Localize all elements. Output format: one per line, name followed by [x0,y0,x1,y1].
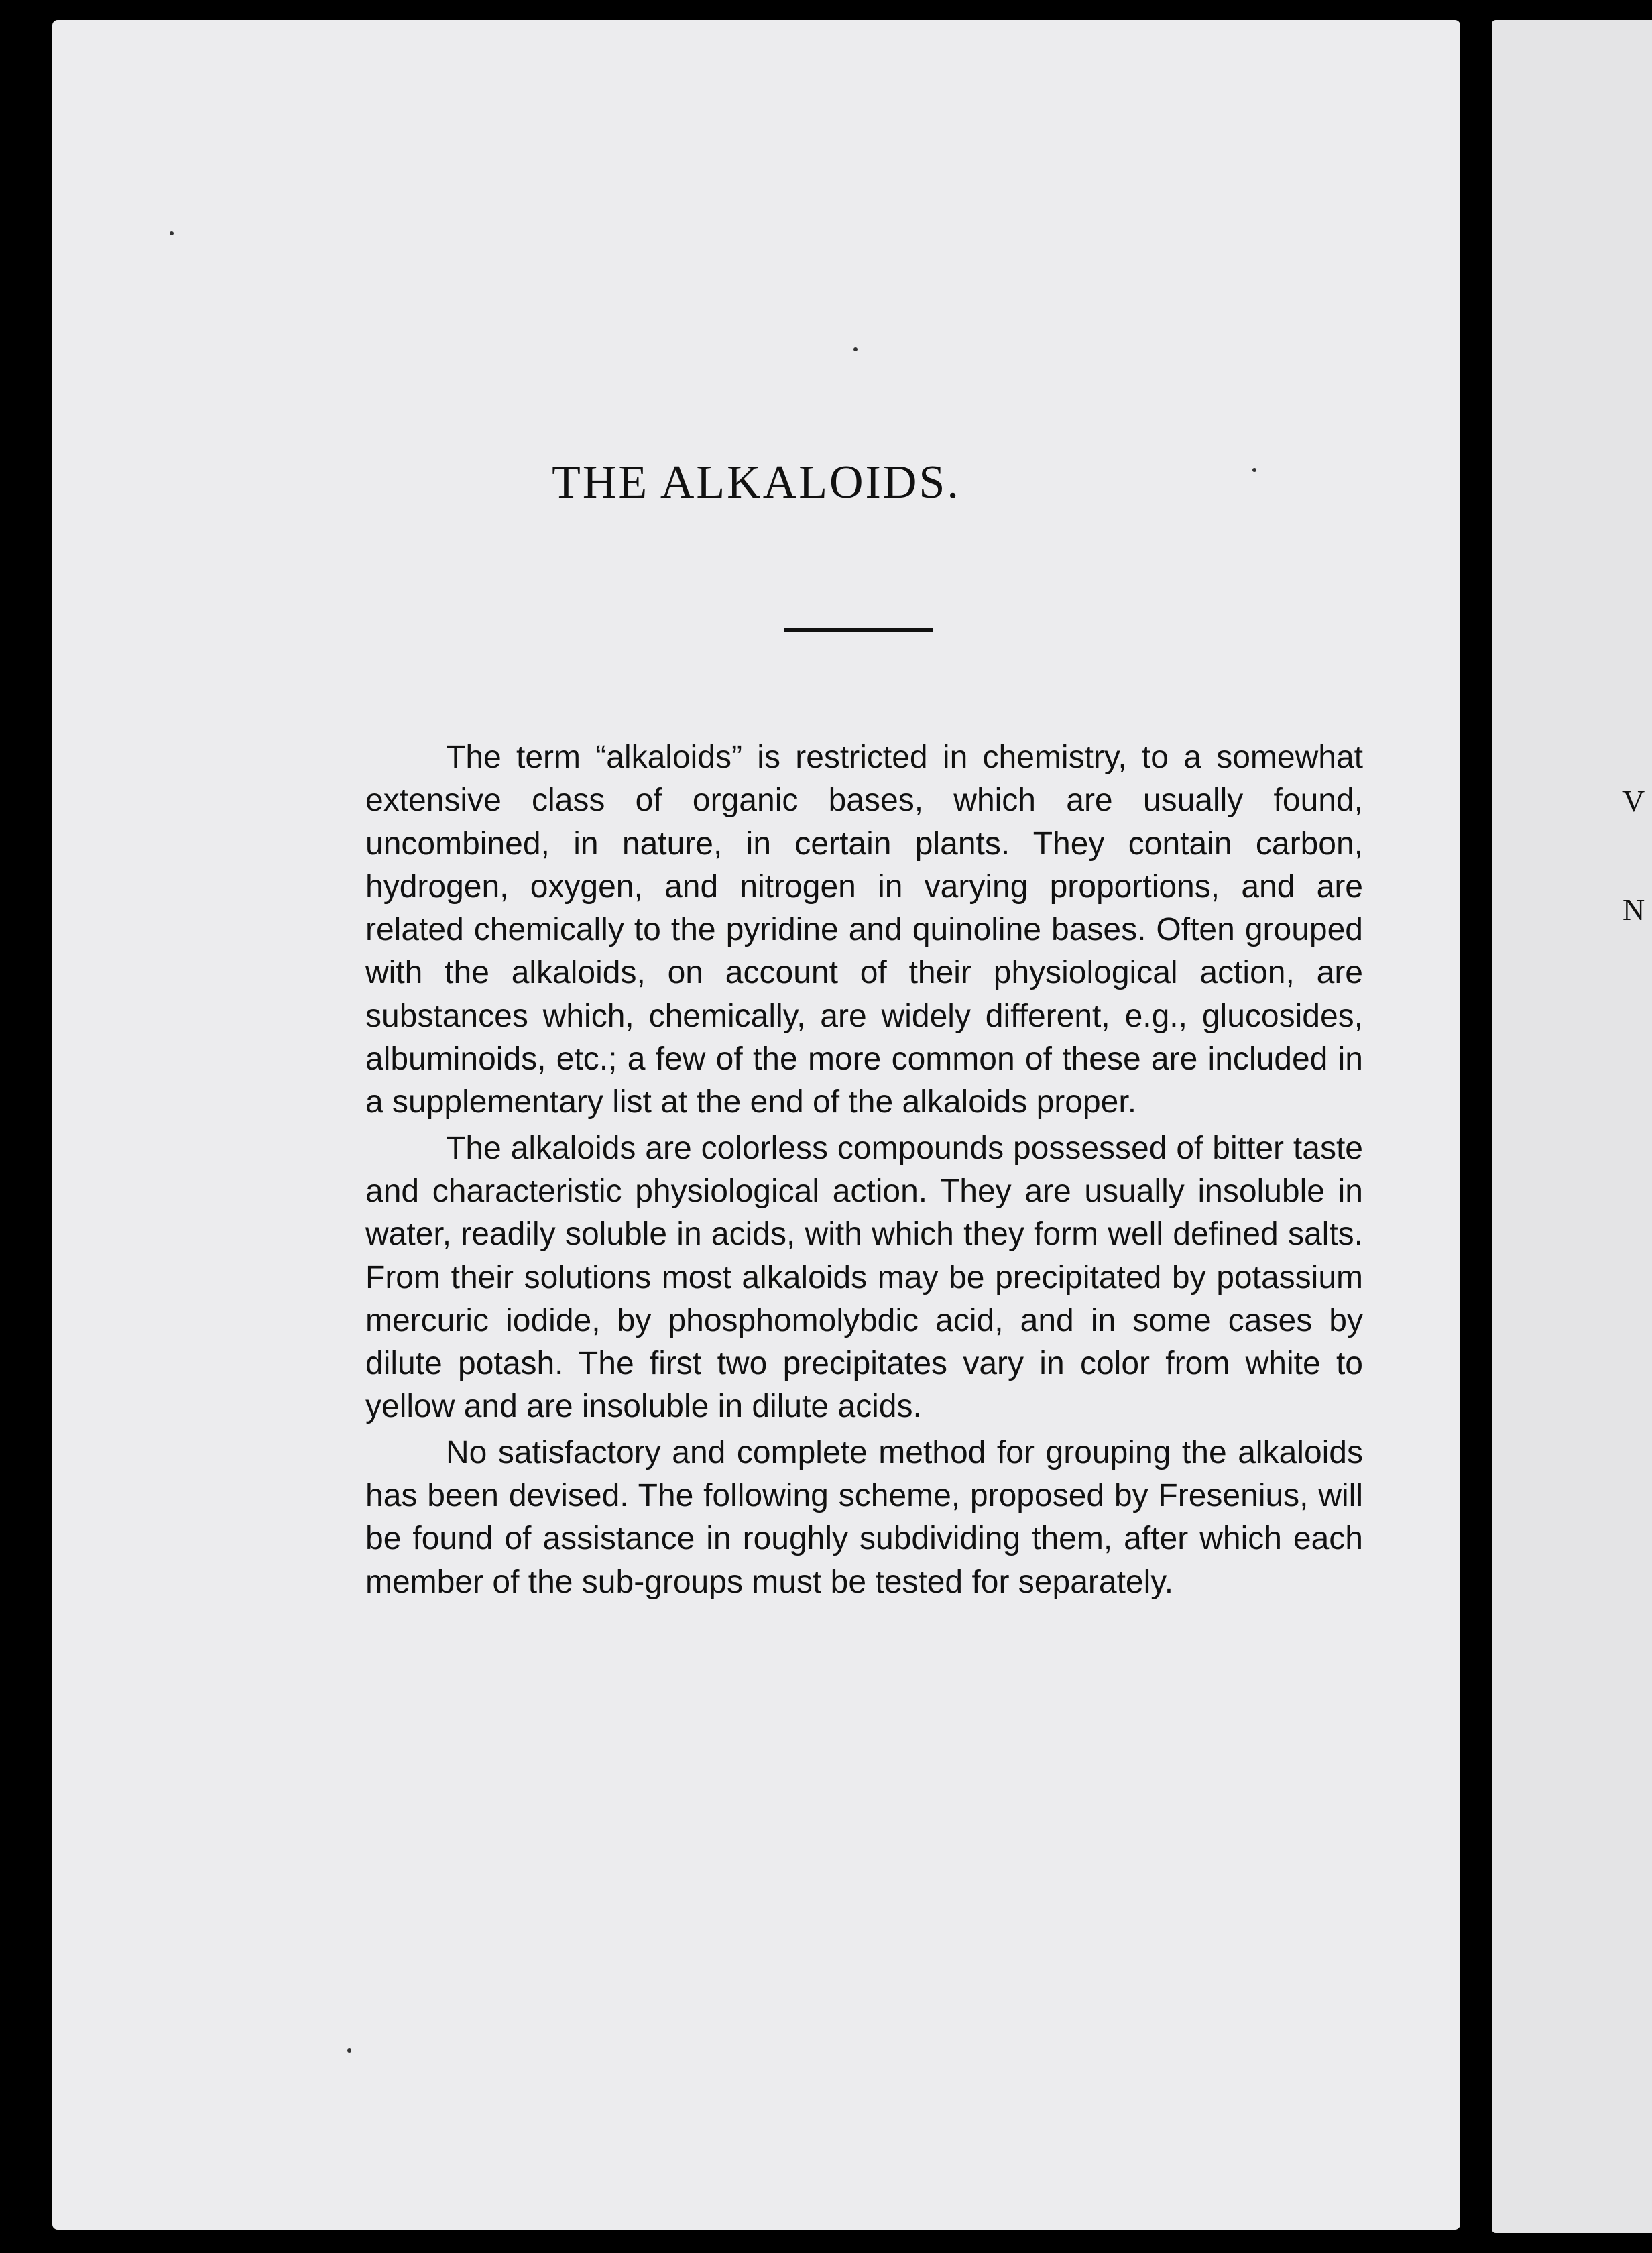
show-through-texture [52,302,1641,345]
facing-page-edge [1492,20,1652,2233]
document-page [52,20,1460,2230]
body-text [365,736,1363,1604]
paragraph: The alkaloids are colorless compounds possessed of bitter taste and characteristic physiological action. They are usually insoluble in water, readily soluble in acids, with which they form well defined salts. From their solutions most alkaloids may be precipitated by potassium mercuric iodide, by phosphomolybdic acid, and in some cases by dilute potash. The first two precipitates vary in color from white to yellow and are insoluble in dilute acids. [365,1130,1363,1425]
facing-page-letter: N [1622,892,1645,927]
paper-speck [347,2048,351,2053]
title-divider [784,628,933,632]
paper-speck [170,231,174,235]
page-title: THE ALKALOIDS. [552,457,961,508]
paragraph: The term “alkaloids” is restricted in chemistry, to a somewhat extensive class of organic bases, which are usually found, uncombined, in nature, in certain plants. They contain carbon, hydrogen, oxygen, and nitrogen in varying proportions, and are related chemically to the pyridine and quinoline bases. Often grouped with the alkaloids, on account of their physiological action, are substances which, chemically, are widely different, e.g., glucosides, albuminoids, etc.; a few of the more common of these are included in a supplementary list at the end of the alkaloids proper. [365,740,1363,1120]
paper-speck [1252,468,1256,472]
paper-speck [853,347,858,351]
facing-page-letter: V [1622,784,1645,818]
paragraph: No satisfactory and complete method for grouping the alkaloids has been devised. The following scheme, proposed by Fresenius, will be found of assistance in roughly subdividing them, after which each member of the sub-groups must be tested for separately. [365,1434,1363,1600]
